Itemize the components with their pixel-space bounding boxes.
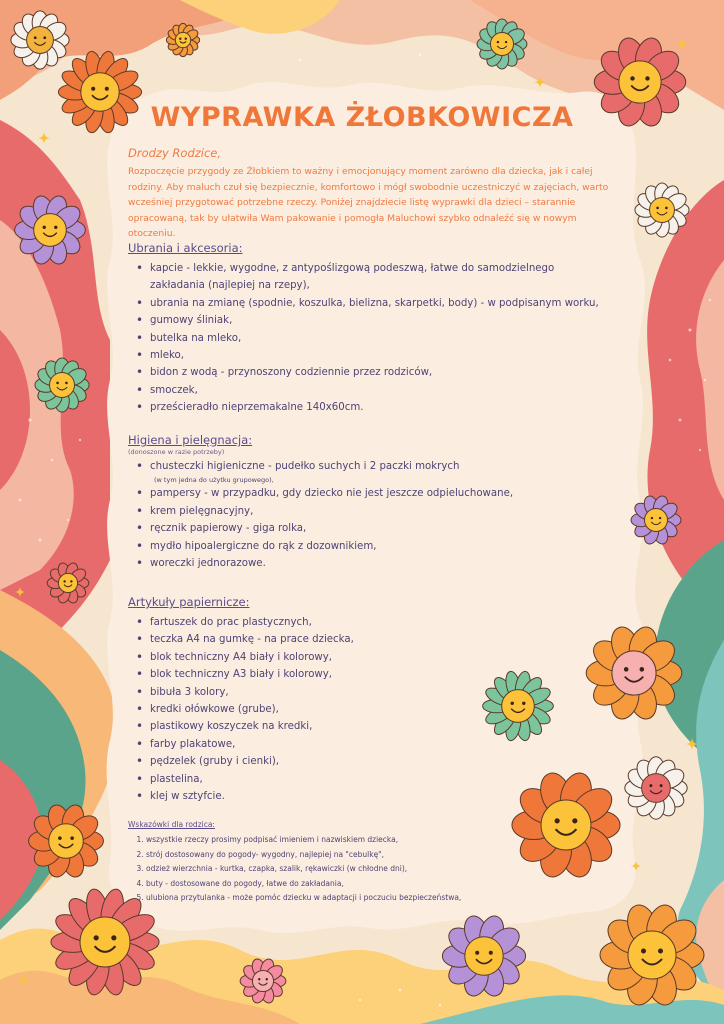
list-item: • plastikowy koszyczek na kredki, <box>136 718 436 735</box>
page-title: WYPRAWKA ŻŁOBKOWICZA <box>150 102 574 133</box>
tip-item: 5. ulubiona przytulanka - może pomóc dziecku w adaptacji i poczuciu bezpieczeństwa, <box>146 891 566 906</box>
section-tips <box>128 820 566 906</box>
tip-item: 1. wszystkie rzeczy prosimy podpisać imieniem i nazwiskiem dziecka, <box>146 833 566 848</box>
tip-item: 4. buty - dostosowane do pogody, łatwe do zakładania, <box>146 877 566 892</box>
section-heading: Higiena i pielęgnacja: <box>128 433 253 447</box>
list-item: • pampersy - w przypadku, gdy dziecko nie jest jeszcze odpieluchowane, <box>136 485 606 502</box>
section-heading: Ubrania i akcesoria: <box>128 241 243 255</box>
list-item: • fartuszek do prac plastycznych, <box>136 614 436 631</box>
list-item: • bidon z wodą - przynoszony codziennie przez rodziców, <box>136 364 606 381</box>
list-item: • chusteczki higieniczne - pudełko suchych i 2 paczki mokrych (w tym jedna do użytku grupowego), <box>136 458 606 485</box>
list-item: • plastelina, <box>136 771 436 788</box>
section-heading: Artykuły papiernicze: <box>128 595 250 609</box>
list-item: • ubrania na zmianę (spodnie, koszulka, bielizna, skarpetki, body) - w podpisanym worku, <box>136 295 606 312</box>
list-item: • bibuła 3 kolory, <box>136 684 436 701</box>
intro-paragraph: Rozpoczęcie przygody ze Żłobkiem to ważny i emocjonujący moment zarówno dla dziecka, jak i całej rodziny. Aby maluch czuł się bezpiecznie, komfortowo i mógł swobodnie uczestniczyć w zajęciach, warto wcześniej przygotować potrzebne rzeczy. Poniżej znajdziecie listę wyprawki dla dzieci – starannie opracowaną, tak by ułatwiła Wam pakowanie i pomogła Maluchowi szybko odnaleźć się w nowym otoczeniu. <box>128 166 609 240</box>
list-item: • teczka A4 na gumkę - na prace dziecka, <box>136 631 436 648</box>
section-clothing <box>128 240 606 417</box>
list-item: • kapcie - lekkie, wygodne, z antypoślizgową podeszwą, łatwe do samodzielnego zakładania (najlepiej na rzepy), <box>136 260 606 295</box>
list-item: • woreczki jednorazowe. <box>136 555 606 572</box>
list-item: • farby plakatowe, <box>136 736 436 753</box>
list-item: • krem pielęgnacyjny, <box>136 503 606 520</box>
tip-item: 3. odzież wierzchnia - kurtka, czapka, szalik, rękawiczki (w chłodne dni), <box>146 862 566 877</box>
section-stationery <box>128 594 436 805</box>
list-item: • ręcznik papierowy - giga rolka, <box>136 520 606 537</box>
tips-heading: Wskazówki dla rodzica: <box>128 820 215 829</box>
list-item: • pędzelek (gruby i cienki), <box>136 753 436 770</box>
list-item: • gumowy śliniak, <box>136 312 606 329</box>
list-item: • klej w sztyfcie. <box>136 788 436 805</box>
list-item: • blok techniczny A4 biały i kolorowy, <box>136 649 436 666</box>
list-item: • smoczek, <box>136 382 606 399</box>
list-item: • kredki ołówkowe (grube), <box>136 701 436 718</box>
tip-item: 2. strój dostosowany do pogody- wygodny, najlepiej na "cebulkę", <box>146 848 566 863</box>
section-hygiene <box>128 432 606 572</box>
list-item: • prześcieradło nieprzemakalne 140x60cm. <box>136 399 606 416</box>
list-item: • mleko, <box>136 347 606 364</box>
list-item-subnote: (w tym jedna do użytku grupowego), <box>154 476 274 485</box>
list-item: • blok techniczny A3 biały i kolorowy, <box>136 666 436 683</box>
section-note: (donoszone w razie potrzeby) <box>128 448 225 456</box>
greeting: Drodzy Rodzice, <box>128 146 222 160</box>
list-item: • mydło hipoalergiczne do rąk z dozownikiem, <box>136 538 606 555</box>
list-item: • butelka na mleko, <box>136 330 606 347</box>
